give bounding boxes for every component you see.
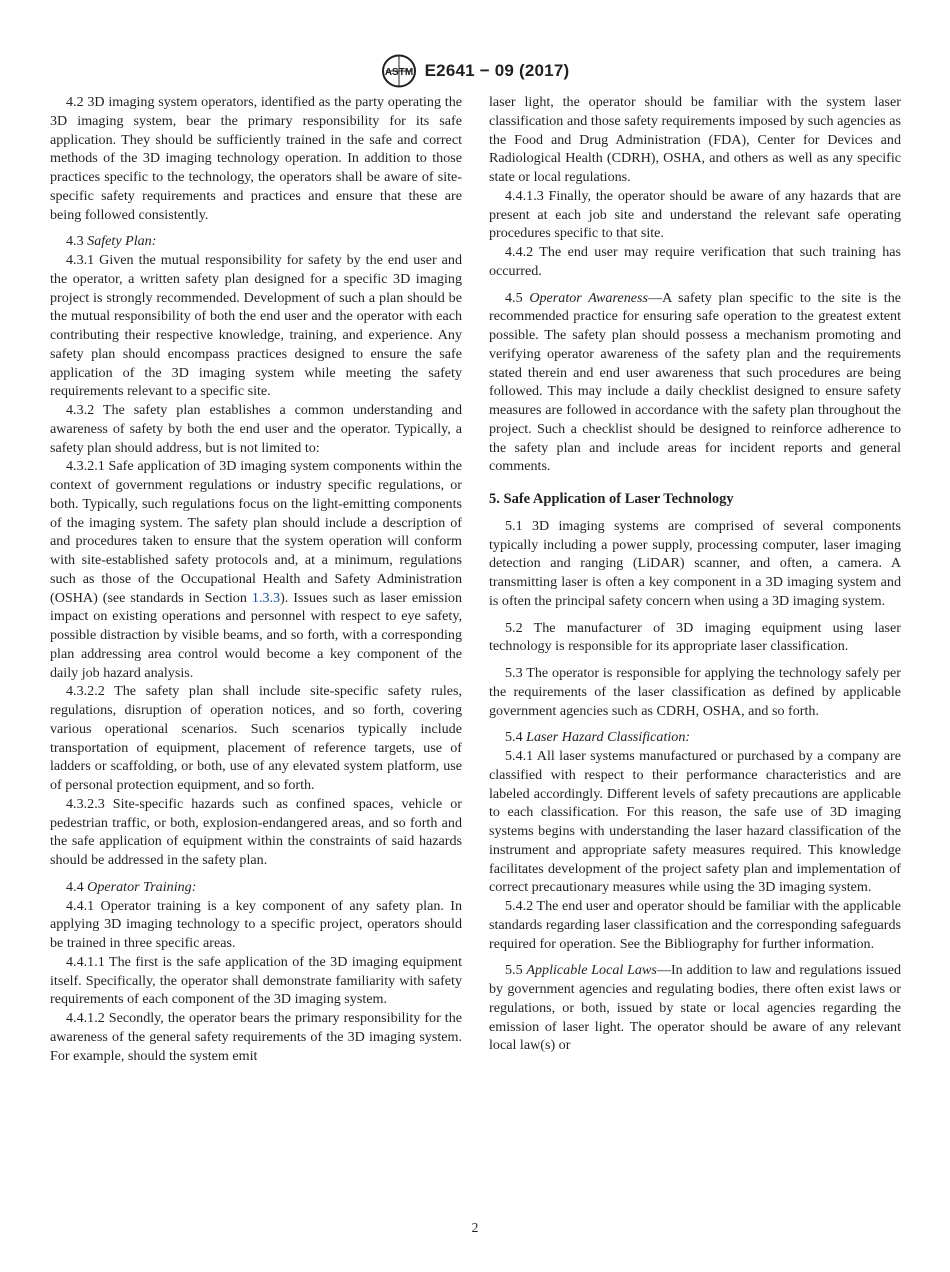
astm-logo-icon [381,54,417,88]
paragraph-4-4-1-1: 4.4.1.1 The first is the safe application of the 3D imaging equipment itself. Specifically, the operator shall demonstrate familiarity with safety requirements of each component of the 3D imaging system. [50,953,462,1008]
paragraph-4-4-1-3: 4.4.1.3 Finally, the operator should be aware of any hazards that are present at each job site and understand the relevant safe operating procedures specific to that site. [489,187,901,242]
paragraph-4-3-2-2: 4.3.2.2 The safety plan shall include site-specific safety rules, regulations, disruption of operation notices, and so forth, covering various operational scenarios. Such scenarios typically include transportation of equipment, placement of reference targets, use of ladders or scaffolding, or both, use of any elevated system platform, use of personal protection equipment, and so forth. [50,683,462,793]
page-number: 2 [471,1220,479,1235]
paragraph-5-4-2: 5.4.2 The end user and operator should be familiar with the applicable standards regarding laser classification and the corresponding safeguards required for operation. See the Bibliography for further information. [489,898,901,952]
heading-4-3: 4.3 Safety Plan: [66,233,157,250]
paragraph-5-5: 5.5 Applicable Local Laws—In addition to law and regulations issued by government agencies and regulating bodies, there often exist laws or regulations, or both, issued by state or local agencies regarding the emission of laser light. The operator should be aware of any relevant local law(s) or [489,962,901,1054]
left-column [50,93,462,1065]
paragraph-4-3-1: 4.3.1 Given the mutual responsibility for safety by the end user and the operator, a written safety plan designed for a specific 3D imaging project is strongly recommended. Development of such a plan should be the mutual responsibility of both the end user and the operator with each contributing their respective knowledge, training, and experience. Any safety plan should encompass practices designed to ensure the safe application of the 3D imaging system while meeting the safety requirements relevant to a specific site. [50,252,462,400]
section-5-heading: 5. Safe Application of Laser Technology [489,491,734,507]
paragraph-5-2: 5.2 The manufacturer of 3D imaging equipment using laser technology is responsible for its appropriate laser classification. [489,619,901,655]
paragraph-5-3: 5.3 The operator is responsible for applying the technology safely per the requirements of the laser classification as defined by applicable government agencies such as CDRH, OSHA, and so forth. [489,665,901,719]
heading-5-4: 5.4 Laser Hazard Classification: [505,729,691,746]
paragraph-continued: laser light, the operator should be familiar with the system laser classification and those safety requirements imposed by such agencies as the Food and Drug Administration (FDA), Center for Devices and Radiological Health (CDRH), OSHA, and others as well as any specific state or local regulations. [489,94,901,185]
paragraph-4-3-2: 4.3.2 The safety plan establishes a common understanding and awareness of safety by both the end user and the operator. Typically, a safety plan should address, but is not limited to: [50,402,462,456]
paragraph-4-5: 4.5 Operator Awareness—A safety plan specific to the site is the recommended practice for ensuring safe operation to the greatest extent possible. The safety plan should possess a mechanism promoting and verifying operator awareness of the safety plan and the requirements stated therein and end user awareness that such procedures are being followed. This may include a daily checklist designed to ensure safety measures are followed in accordance with the safety plan throughout the project. Such a checklist should be designed to reinforce adherence to the safety plan and include areas for incident reports and general comments. [489,289,901,475]
paragraph-4-3-2-3: 4.3.2.3 Site-specific hazards such as confined spaces, vehicle or pedestrian traffic, or both, explosion-endangered areas, and so forth and the safe application of equipment within the constraints of said hazards should be addressed in the safety plan. [50,795,462,868]
right-column [489,93,901,1055]
section-link[interactable]: 1.3.3 [251,589,281,606]
paragraph-4-3-2-1: 4.3.2.1 Safe application of 3D imaging system components within the context of government regulations or industry specific regulations, or both. Typically, such regulations focus on the light-emitting components of the imaging system. The safety plan should include a description of and procedures taken to ensure that the system operation will conform with site-established safety protocols and, at a minimum, regulations such as those of the Occupational Health and Safety Administration (OSHA) (see standards in Section 1.3.3). Issues such as laser emission impact on existing operations and personnel with respect to eye safety, possible distraction by visible beams, and so forth, with a corresponding plan addressing area control would become a key component of the daily job hazard analysis. [50,458,462,681]
paragraph-4-4-1-2: 4.4.1.2 Secondly, the operator bears the primary responsibility for the awareness of the general safety requirements of the 3D imaging system. For example, should the system emit [50,1010,462,1064]
paragraph-5-1: 5.1 3D imaging systems are comprised of several components typically including a power supply, processing computer, laser imaging detection and ranging (LiDAR) scanner, and often, a camera. A transmitting laser is often a key component in a 3D imaging system and is often the principal safety concern when using a 3D imaging system. [489,517,901,609]
paragraph-4-2: 4.2 3D imaging system operators, identified as the party operating the 3D imaging system, bear the primary responsibility for its safe application. They should be sufficiently trained in the safe and correct methods of the 3D imaging technology operation. In addition to those practices specific to the technology, the operators shall be aware of site-specific safety requirements and practices and ensure that these are being followed consistently. [50,94,462,223]
svg-text:ASTM: ASTM [384,67,413,78]
paragraph-4-4-2: 4.4.2 The end user may require verification that such training has occurred. [489,244,901,279]
paragraph-4-4-1: 4.4.1 Operator training is a key component of any safety plan. In applying 3D imaging technology to a specific project, operators should be trained in three specific areas. [50,897,462,951]
heading-4-4: 4.4 Operator Training: [66,878,197,895]
paragraph-5-4-1: 5.4.1 All laser systems manufactured or purchased by a company are classified with respect to their performance characteristics and are labeled accordingly. Different levels of safety precautions are applicable to each classification. For this reason, the safe use of 3D imaging systems begins with understanding the laser hazard classification of the instrument and appropriate safety measures required. This knowledge facilitates development of the project safety plan and implementation of correct precautionary measures while using the 3D imaging system. [489,748,901,896]
standard-designation: E2641 − 09 (2017) [424,61,570,80]
page-header [0,54,950,88]
